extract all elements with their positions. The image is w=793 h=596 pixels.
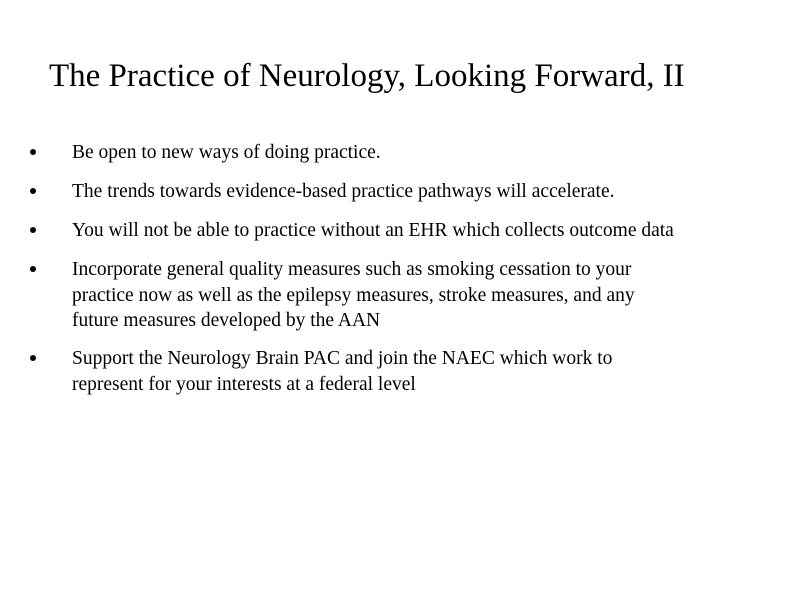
slide-title: The Practice of Neurology, Looking Forward, II (49, 58, 685, 94)
bullet-text: The trends towards evidence-based practice pathways will accelerate. (72, 181, 615, 202)
bullet-text: Support the Neurology Brain PAC and join the NAEC which work to represent for your interests at a federal level (72, 348, 613, 395)
bullet-dot-icon (30, 188, 36, 194)
bullet-dot-icon (30, 149, 36, 155)
bullet-text: Be open to new ways of doing practice. (72, 142, 381, 163)
bullet-dot-icon (30, 266, 36, 272)
bullet-dot-icon (30, 355, 36, 361)
bullet-dot-icon (30, 227, 36, 233)
bullet-text: You will not be able to practice without an EHR which collects outcome data (72, 220, 674, 241)
bullet-text: Incorporate general quality measures such as smoking cessation to your practice now as well as the epilepsy measures, stroke measures, and any future measures developed by the AAN (72, 259, 635, 331)
